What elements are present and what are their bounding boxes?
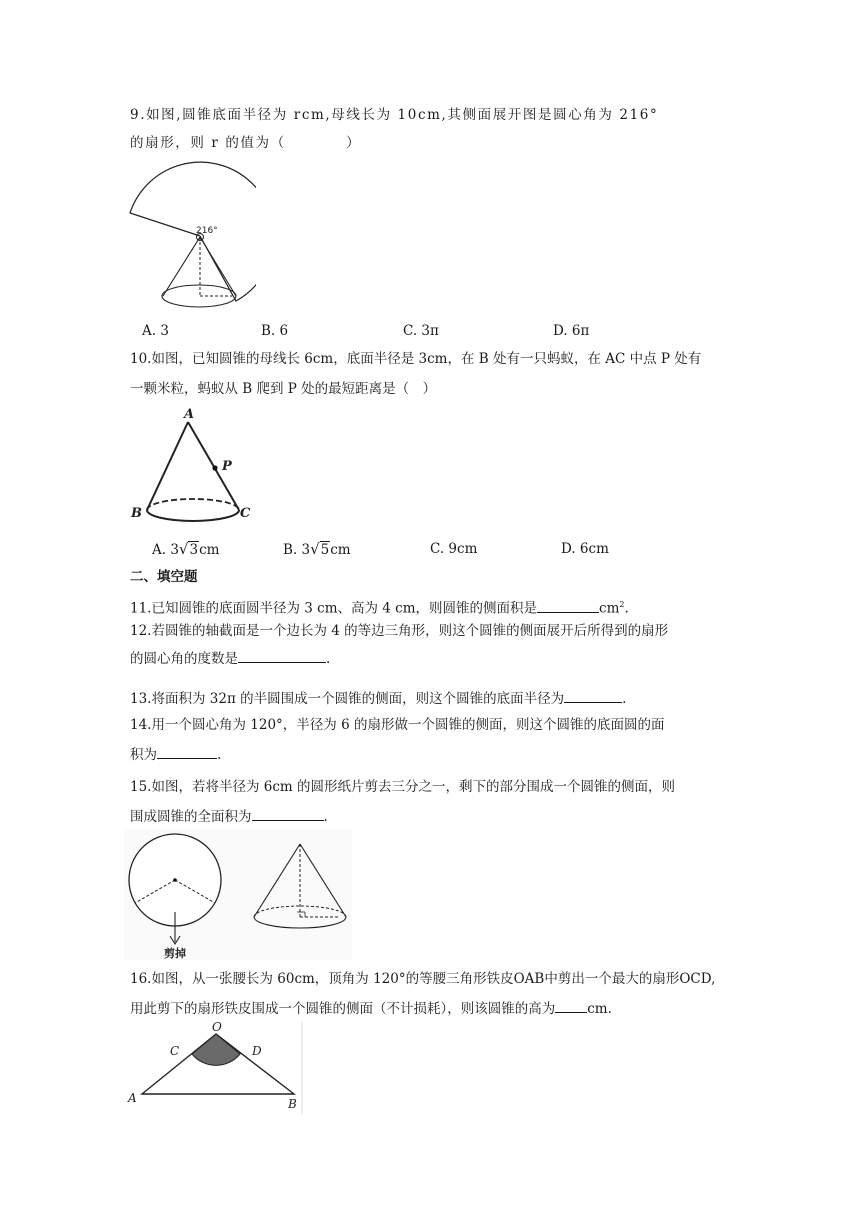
q9-option-d: D. 6π [553,323,590,339]
q9-line2: 的扇形，则 r 的值为（ ） [130,135,362,151]
q14-answer-blank[interactable] [157,744,217,759]
q10-figure-cone [128,406,258,530]
q14-line2: 积为 . [130,744,221,764]
q9-option-a: A. 3 [142,323,169,339]
q11-line: 11.已知圆锥的底面圆半径为 3 cm、高为 4 cm，则圆锥的侧面积是 $cm^2$. [130,596,629,618]
q15-cut-label: 剪掉 [164,947,186,960]
q12-line1: 12.若圆锥的轴截面是一个边长为 4 的等边三角形，则这个圆锥的侧面展开后所得到的扇形 [130,623,669,639]
q15-line1: 15.如图，若将半径为 6cm 的圆形纸片剪去三分之一，剩下的部分围成一个圆锥的侧面，则 [130,779,676,795]
q10-option-d: D. 6cm [561,541,609,557]
q16-line1: 16.如图，从一张腰长为 60cm，顶角为 120°的等腰三角形铁皮OAB中剪出一个最大的扇形OCD, [130,971,716,987]
q10-label-a: A [184,407,195,422]
q15-figure [124,830,352,960]
q10-option-c: C. 9cm [430,541,478,557]
q16-sector-ocd [192,1034,240,1065]
q9-cone-left-edge [163,237,200,296]
q13-answer-blank[interactable] [564,688,622,703]
q10-point-p [212,465,217,470]
q9-sector-arc [130,162,256,301]
q10-line2: 一颗米粒，蚂蚁从 B 爬到 P 处的最短距离是（ ） [130,381,437,397]
q10-label-c: C [240,506,251,521]
q16-line2: 用此剪下的扇形铁皮围成一个圆锥的侧面（不计损耗），则该圆锥的高为 cm. [130,998,612,1018]
q12-line2: 的圆心角的度数是 . [130,648,330,668]
q10-edge-ab [147,422,188,510]
q9-option-b: B. 6 [261,323,289,339]
q16-figure-triangle-sector [126,1022,304,1114]
q10-option-a: A. 3√3cm [152,540,220,558]
q16-label-a: A [128,1091,137,1105]
q16-label-o: O [212,1022,222,1034]
q16-answer-blank[interactable] [555,998,587,1013]
q10-label-b: B [131,506,142,521]
section-heading-fill-in: 二、填空题 [130,569,198,585]
q10-line1: 10.如图，已知圆锥的母线长 6cm，底面半径是 3cm，在 B 处有一只蚂蚁，在 AC 中点 P 处有 [130,351,702,367]
q10-base-back-dashed [147,499,239,510]
q16-label-d: D [252,1044,262,1058]
q15-line2: 围成圆锥的全面积为 . [130,806,328,826]
q10-label-p: P [222,459,232,474]
q9-cone-right-edge [200,237,236,296]
q13-line: 13.将面积为 32π 的半圆围成一个圆锥的侧面，则这个圆锥的底面半径为 . [130,688,626,708]
q11-answer-blank[interactable] [537,598,599,613]
q9-option-c: C. 3π [403,323,439,339]
q10-base-front [147,510,239,521]
q12-answer-blank[interactable] [238,648,326,663]
q9-line1: 9.如图,圆锥底面半径为 rcm,母线长为 10cm,其侧面展开图是圆心角为 216° [130,107,659,123]
q9-figure-sector-cone [126,160,256,312]
q10-option-b: B. 3√5cm [283,540,351,558]
q15-answer-blank[interactable] [252,806,324,821]
q14-line1: 14.用一个圆心角为 120°，半径为 6 的扇形做一个圆锥的侧面，则这个圆锥的底面圆的面 [130,717,665,733]
q16-label-b: B [288,1097,297,1111]
q9-angle-label: 216° [196,226,218,236]
q9-cone-base [162,285,236,307]
q16-label-c: C [170,1044,180,1058]
q15-center-dot [173,878,177,882]
